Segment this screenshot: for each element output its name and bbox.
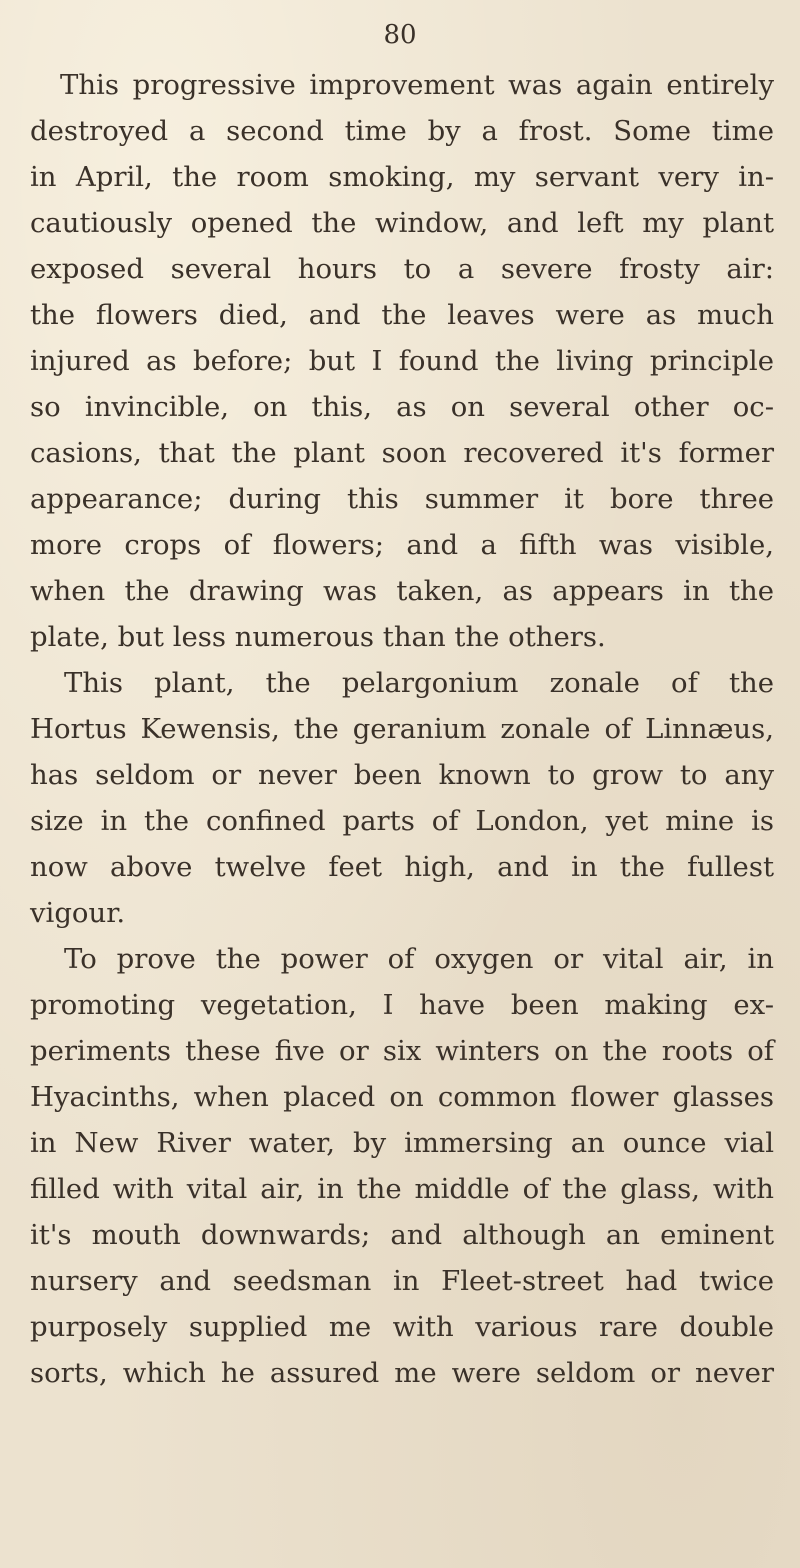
text-line: This progressive improvement was again entirely xyxy=(60,69,774,101)
text-line: Hyacinths, when placed on common flower glasses xyxy=(30,1081,774,1113)
text-line: casions, that the plant soon recovered it's former xyxy=(30,437,774,469)
text-line: sorts, which he assured me were seldom or never xyxy=(30,1357,774,1389)
text-line: more crops of flowers; and a fifth was visible, xyxy=(30,529,774,561)
text-line: so invincible, on this, as on several other oc- xyxy=(30,391,774,423)
text-line: vigour. xyxy=(30,897,126,929)
text-line: cautiously opened the window, and left my plant xyxy=(30,207,774,239)
text-line: filled with vital air, in the middle of the glass, with xyxy=(30,1173,774,1205)
text-line: purposely supplied me with various rare double xyxy=(30,1311,774,1343)
body-text xyxy=(30,62,774,1396)
text-line: the flowers died, and the leaves were as much xyxy=(30,299,774,331)
text-line: in New River water, by immersing an ounce vial xyxy=(30,1127,774,1159)
text-line: appearance; during this summer it bore three xyxy=(30,483,774,515)
text-line: injured as before; but I found the living principle xyxy=(30,345,774,377)
text-line: destroyed a second time by a frost. Some time xyxy=(30,115,774,147)
text-line: has seldom or never been known to grow to any xyxy=(30,759,774,791)
text-line: periments these five or six winters on the roots of xyxy=(30,1035,774,1067)
text-line: promoting vegetation, I have been making ex- xyxy=(30,989,774,1021)
text-line: Hortus Kewensis, the geranium zonale of Linnæus, xyxy=(30,713,774,745)
page-number: 80 xyxy=(383,20,417,50)
text-line: now above twelve feet high, and in the fullest xyxy=(30,851,774,883)
text-line: This plant, the pelargonium zonale of the xyxy=(64,667,774,699)
text-line: To prove the power of oxygen or vital air, in xyxy=(64,943,774,975)
text-line: it's mouth downwards; and although an eminent xyxy=(30,1219,774,1251)
text-line: in April, the room smoking, my servant very in- xyxy=(30,161,774,193)
text-line: when the drawing was taken, as appears in the xyxy=(30,575,774,607)
text-line: exposed several hours to a severe frosty air: xyxy=(30,253,774,285)
text-line: nursery and seedsman in Fleet-street had twice xyxy=(30,1265,774,1297)
text-line: plate, but less numerous than the others. xyxy=(30,621,606,653)
text-line: size in the confined parts of London, yet mine is xyxy=(30,805,774,837)
